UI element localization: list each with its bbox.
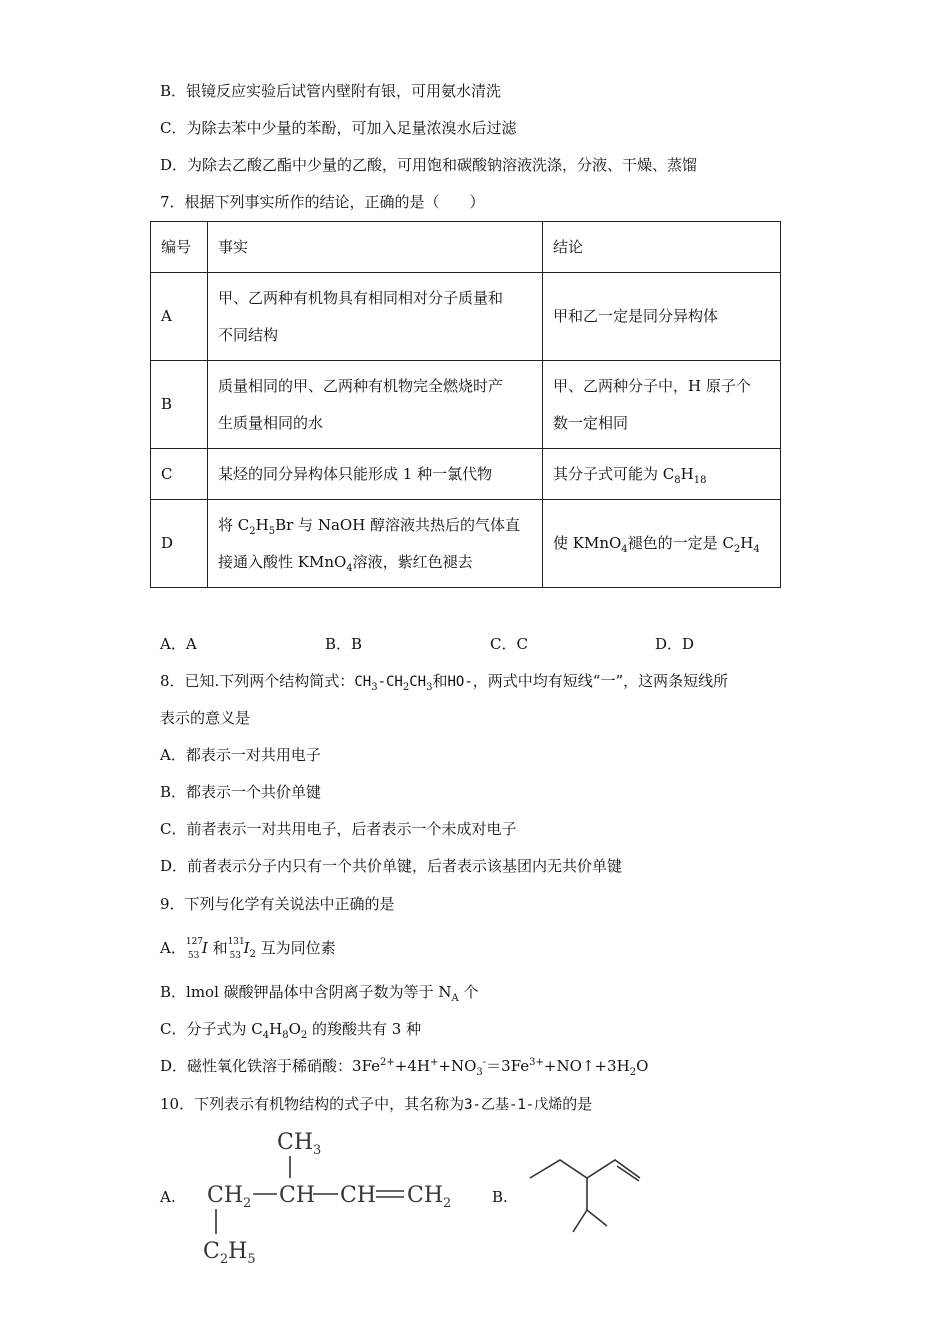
q8-option-c: C．前者表示一对共用电子，后者表示一个未成对电子 [160,820,517,838]
header-fact: 事实 [208,222,543,273]
table-header-row [151,222,781,273]
row-id: B [151,361,208,449]
q8-option-a: A．都表示一对共用电子 [160,746,321,764]
row-conclusion: 甲、乙两种分子中，H 原子个 数一定相同 [543,361,781,449]
table-row [151,449,781,500]
row-fact: 质量相同的甲、乙两种有机物完全燃烧时产 生质量相同的水 [208,361,543,449]
svg-text:CH2: $CH_2$ [207,1183,252,1211]
svg-text:CH: CH [340,1183,377,1208]
q8-option-d: D．前者表示分子内只有一个共价单键，后者表示该基团内无共价单键 [160,857,623,875]
isotope-i127: 127 53 I [185,937,208,961]
q7-option-a: A．A [160,635,197,653]
header-conclusion: 结论 [543,222,781,273]
q6-option-d: D．为除去乙酸乙酯中少量的乙酸，可用饱和碳酸钠溶液洗涤，分液、干燥、蒸馏 [160,156,698,174]
q9-stem: 9．下列与化学有关说法中正确的是 [160,895,395,913]
q9-option-d: D．磁性氧化铁溶于稀硝酸：$3Fe^{2+}+4H^++NO_3^-=3Fe^{3+}+NO↑+3H_2O$ [160,1057,649,1078]
q6-option-c: C．为除去苯中少量的苯酚，可加入足量浓溴水后过滤 [160,119,517,137]
q7-option-b: B．B [325,635,363,653]
header-id: 编号 [151,222,208,273]
row-fact: 甲、乙两种有机物具有相同相对分子质量和 不同结构 [208,273,543,361]
q7-table [150,221,781,588]
q8-stem-line2: 表示的意义是 [160,709,251,727]
q10-stem: 10．下列表示有机物结构的式子中，其名称为3-乙基-1-戊烯的是 [160,1095,593,1113]
svg-text:CH2: $CH_2$ [407,1183,452,1211]
q10-option-b-label: B. [492,1188,508,1206]
q9-option-c: C．分子式为 $C_4H_8O_2$ 的羧酸共有 3 种 [160,1020,422,1041]
q10-skeletal-formula-b [525,1150,665,1240]
q8-option-b: B．都表示一个共价单键 [160,783,322,801]
q9-option-b: B．lmol 碳酸钾晶体中含阴离子数为等于 $N_A$ 个 [160,983,479,1004]
row-conclusion: 甲和乙一定是同分异构体 [543,273,781,361]
q8-stem-line1: 8．已知.下列两个结构简式：$CH_3-CH_2CH_3$和HO-，两式中均有短线“一”，这两条短线所 [160,672,729,693]
q7-stem: 7．根据下列事实所作的结论，正确的是（ ） [160,193,485,211]
row-fact: 将 $C_2H_5Br$ 与 NaOH 醇溶液共热后的气体直 接通入酸性 KMnO$_4$溶液，紫红色褪去 [208,500,543,588]
row-fact: 某烃的同分异构体只能形成 1 种一氯代物 [208,449,543,500]
svg-text:CH3: $CH_3$ [277,1130,322,1158]
q7-option-d: D．D [655,635,695,653]
svg-text:CH: CH [279,1183,316,1208]
table-row [151,500,781,588]
q7-options [160,633,760,655]
row-conclusion: 使 KMnO$_4$褪色的一定是 $C_2H_4$ [543,500,781,588]
q6-option-b: B．银镜反应实验后试管内壁附有银，可用氨水清洗 [160,82,502,100]
table-row [151,361,781,449]
svg-text:C2H5: $C_2H_5$ [203,1239,256,1267]
row-id: A [151,273,208,361]
q10-structural-formula-a [195,1122,465,1272]
q9-option-a: A． 127 53 I 和 131 53 $I_2$ 互为同位素 [160,937,336,961]
row-conclusion: 其分子式可能为 $C_8H_{18}$ [543,449,781,500]
q10-option-a-label: A. [160,1188,176,1206]
row-id: C [151,449,208,500]
isotope-i131: 131 53 I [227,937,250,961]
row-id: D [151,500,208,588]
table-row [151,273,781,361]
q7-option-c: C．C [490,635,528,653]
